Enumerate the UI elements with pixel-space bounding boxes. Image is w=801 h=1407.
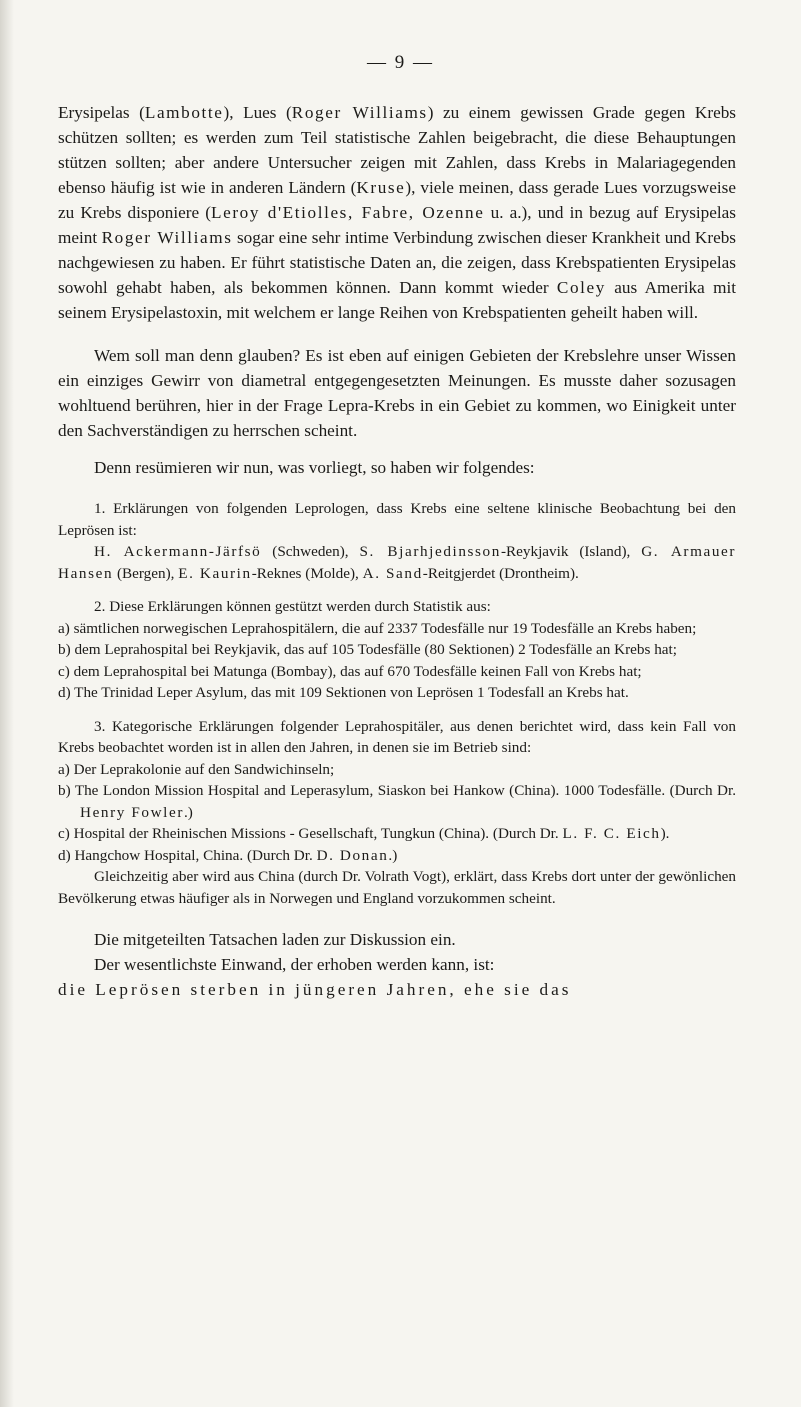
page-number: — 9 — [367, 52, 434, 73]
section-1-intro: 1. Erklärungen von folgenden Leprologen, dass Krebs eine seltene klinische Beobachtung bei den Leprösen ist: [58, 500, 736, 539]
section-2-item-a: a) sämtlichen norwegischen Leprahospitälern, die auf 2337 Todesfälle nur 19 Todesfälle an Krebs haben; [58, 619, 697, 637]
page-body [58, 100, 736, 1002]
paragraph-erysipelas: Erysipelas (Lambotte), Lues (Roger Williams) zu einem gewissen Grade gegen Krebs schützen sollten; es werden zum Teil statistische Zahlen beigebracht, die diese Behauptungen stützen sollten; aber andere Untersucher zeigen mit Zahlen, dass Krebs in Malariagegenden ebenso häufig ist wie in anderen Ländern (Kruse), viele meinen, dass gerade Lues vorzugsweise zu Krebs disponiere (Leroy d'Etiolles, Fabre, Ozenne u. a.), und in bezug auf Erysipelas meint Roger Williams sogar eine sehr intime Verbindung zwischen dieser Krankheit und Krebs nachgewiesen zu haben. Er führt statistische Daten an, die zeigen, dass Krebspatienten Erysipelas sowohl gehabt haben, als bekommen können. Dann kommt wieder Coley aus Amerika mit seinem Erysipelastoxin, mit welchem er lange Reihen von Krebspatienten geheilt haben will. [58, 103, 736, 322]
section-3-item-c: c) Hospital der Rheinischen Missions - Gesellschaft, Tungkun (China). (Durch Dr. L. F. C. Eich). [58, 825, 670, 842]
section-1-leprologists: H. Ackermann-Järfsö (Schweden), S. Bjarhjedinsson-Reykjavik (Island), G. Armauer Hansen (Bergen), E. Kaurin-Reknes (Molde), A. Sand-Reitgjerdet (Drontheim). [58, 543, 737, 582]
page-gutter-shadow [0, 0, 14, 1407]
findings-list [58, 498, 736, 909]
section-2-item-c: c) dem Leprahospital bei Matunga (Bombay), das auf 670 Todesfälle keinen Fall von Krebs hat; [58, 662, 642, 680]
closing-paragraph-2: Der wesentlichste Einwand, der erhoben werden kann, ist: [94, 955, 495, 974]
section-3-item-a: a) Der Leprakolonie auf den Sandwichinseln; [58, 760, 335, 778]
closing-paragraph-3: die Leprösen sterben in jüngeren Jahren, ehe sie das [58, 980, 572, 999]
paragraph-resuemieren: Denn resümieren wir nun, was vorliegt, so haben wir folgendes: [94, 458, 535, 477]
section-3-item-d: d) Hangchow Hospital, China. (Durch Dr. D. Donan.) [58, 846, 398, 864]
section-3-china-note: Gleichzeitig aber wird aus China (durch Dr. Volrath Vogt), erklärt, dass Krebs dort unter der gewönlichen Bevölkerung etwas häufiger als in Norwegen und England vorzukommen scheint. [58, 868, 737, 907]
section-3-intro: 3. Kategorische Erklärungen folgender Leprahospitäler, aus denen berichtet wird, dass kein Fall von Krebs beobachtet worden ist in allen den Jahren, in denen sie im Betrieb sind: [58, 717, 736, 756]
closing-paragraph-1: Die mitgeteilten Tatsachen laden zur Diskussion ein. [94, 930, 456, 949]
section-2-item-d: d) The Trinidad Leper Asylum, das mit 109 Sektionen von Leprösen 1 Todesfall an Krebs hat. [58, 684, 629, 701]
section-2-intro: 2. Diese Erklärungen können gestützt werden durch Statistik aus: [94, 598, 491, 615]
section-2-item-b: b) dem Leprahospital bei Reykjavik, das auf 105 Todesfälle (80 Sektionen) 2 Todesfälle an Krebs hat; [58, 641, 677, 658]
section-3-item-b: b) The London Mission Hospital and Leperasylum, Siaskon bei Hankow (China). 1000 Todesfälle. (Durch Dr. Henry Fowler.) [58, 782, 736, 821]
paragraph-wem-soll-man: Wem soll man denn glauben? Es ist eben auf einigen Gebieten der Krebslehre unser Wissen ein einziges Gewirr von diametral entgegengesetzten Meinungen. Es musste daher sozusagen wohltuend berühren, hier in der Frage Lepra-Krebs in ein Gebiet zu kommen, wo Einigkeit unter den Sachverständigen zu herrschen scheint. [58, 346, 736, 440]
